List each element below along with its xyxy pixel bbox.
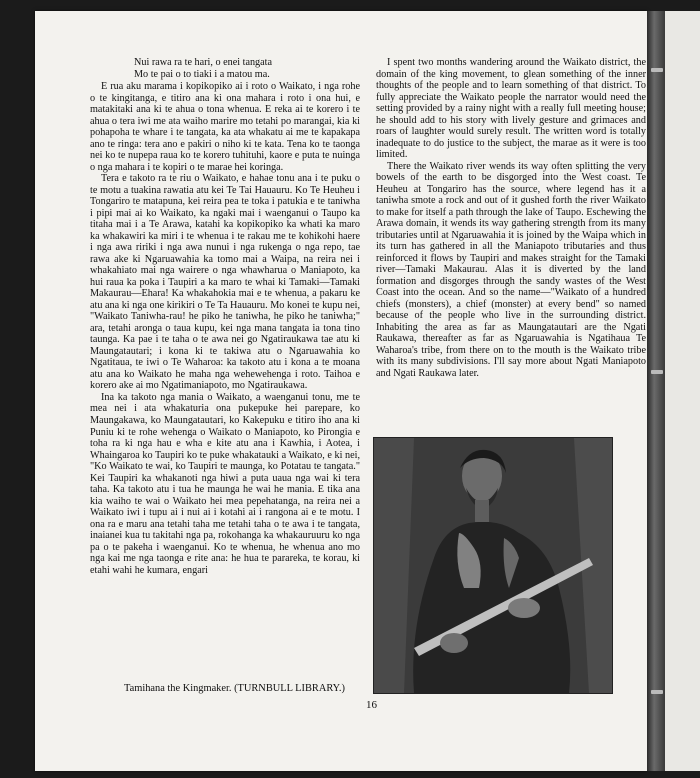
maori-text-column [90, 57, 360, 576]
verse [90, 57, 360, 80]
staple-bottom [651, 690, 663, 694]
staple-top [651, 68, 663, 72]
maori-paragraph: E rua aku marama i kopikopiko ai i roto o Waikato, i nga rohe o te kingitanga, e titiro ana ki ona mahara i roto i ona hui, e matakitaki ana ki te ahua o tona whenua. E reka ai te korero i te ahua o tera iwi me ata waiho marire mo tetahi po marangai, kia ki pohapoha te whare i te tangata, ka ata whakatu ai me te kapakapa ano te ringa: tera ano e pakiri o niho ki te kata. Tena ko te taonga nei ko te nupepa raua ko te korero tuhituhi, kaore e puta te nuinga o nga mahara i te kopiri o te marae hei koringa. [90, 81, 360, 173]
english-paragraph: There the Waikato river wends its way often splitting the very bowels of the earth to be disgorged into the West coast. Te Heuheu at Tongariro has the source, where legend has it a taniwha smote a rock and out of it gushed forth the river Waikato to make for itself a path through the lake of Taupo. Eschewing the Arawa domain, it wends its way gathering strength from its many tributaries until at Ngaruawahia it is joined by the Waipa which in its turn has gathered in all the Maniapoto tributaries and thus reinforced it flows by Taupiri and makes straight for the Tamaki river—Tamaki Makaurau. Alas it is diverted by the land formation and disgorges through the sandy wastes of the West Coast into the ocean. And so the name—"Waikato of a hundred chiefs (monsters), a chief (monster) at every bend" so named because of the people who live in the surrounding district. Inhabiting the area as far as Maungatautari are the Ngati Raukawa, thereafter as far as Ngaruawahia is Ngatihaua Te Waharoa's tribe, from there on to the mouth is the Waikato tribe with its many subdivisions. I'll say more about Ngati Maniapoto and Ngati Raukawa later. [376, 160, 646, 379]
staple-middle [651, 370, 663, 374]
maori-paragraph: Tera e takoto ra te riu o Waikato, e hahae tonu ana i te puku o te motu a tuakina rawatia atu kei Te Tai Hauauru. Ko Te Heuheu i Tongariro te matapuna, kei reira pea te toka i patukia e te taniwha i pipi mai ai ko Waikato, ka ngaki mai i waenganui o Taupo ka titaha mai i a Te Arawa, katahi ka kopikopiko ka whati ka maro ka whakawiri ka miri i te whenua i te rakau me te kohikohi haere i nga awa ririki i nga awa nunui i nga rukenga o nga repo, tae rawa ake ki Ngaruawahia ka tomo mai a Waipa, na reira nei i whakahiato mai nga wairere o nga whawharua o Maniapoto, ka hui raua ka poka i Taupiri a ka maro te whai ki Tamaki—Tamaki Makaurau—Ehara! Ka whakahokia mai e te whenua, a pakaru ke atu ana ki nga one kirikiri o Te Ta Hauauru. Mo konei te kupu nei, "Waikato Taniwha-rau! he piko he taniwha, he piko he taniwha;" ara, tetahi aronga o taua kupu, kei nga mana tangata ia tona tino taunga. Ka pae i te taha o te awa nei go Ngatiraukawa tae atu ki Maungatautari; i kona ki te takiwa atu o Ngaruawahia ko Ngatitaua, te iwi o Te Waharoa: ka takoto atu i kona a te moana atu ana ko Waikato he maha nga wehewehenga i roto. Taihoa e korero ake ai mo Ngatimaniapoto, mo Ngatiraukawa. [90, 173, 360, 392]
figure-caption: Tamihana the Kingmaker. (TURNBULL LIBRARY.) [124, 683, 345, 694]
binding-gutter [647, 11, 665, 771]
verse-line: Mo te pai o to tiaki i a matou ma. [134, 68, 270, 80]
maori-paragraph: Ina ka takoto nga mania o Waikato, a waenganui tonu, me te mea nei i ata whakaturia ona pukepuke hei parepare, ko Maungakawa, ko Maungatautari, ko Kakepuku e titiro iho ana ki Puniu ki te rohe wehenga o Waikato o Maniapoto, ko Pirongia e toha ra ki nga hau e wha e kite atu ana i Kawhia, i Aotea, i Whaingaroa ko Taupiri ko te puke whakatauki a Waikato, e ki nei, "Ko Waikato te wai, ko Taupiri te maunga, ko Potatau te tangata." Kei Taupiri ka whakanoti nga hiwi a puta uaua nga wai ki tera taha. Ka takoto atu i tua he maunga he wai he mania. E tika ana kia waiho te wai o Waikato hei mea pepehatanga, na reira nei a Waikato iwi i tupu ai i nui ai i kotahi ai i rangona ai e te motu. I ona ra e maru ana tetahi taha me tetahi taha o te awa i te tangata, inaianei kua tu takitahi nga pa, rokohanga ka whakauruuru ko nga pa o te pakeha i waenganui. Ko te whenua, he whenua ano mo nga kai me nga taonga e rite ana: he hua te parareka, te korau, ki etahi wahi he kumara, engari [90, 391, 360, 576]
portrait-photo [373, 437, 613, 694]
page-number: 16 [366, 699, 377, 711]
english-text-column [376, 57, 646, 379]
adjacent-page-edge [665, 11, 700, 771]
verse-line: Nui rawa ra te hari, o enei tangata [134, 57, 273, 68]
english-paragraph: I spent two months wandering around the Waikato district, the domain of the king movement, to glean something of the inner thoughts of the people and to learn something of that district. To fully appreciate the Waikato people the narrator would need the setting provided by a rainy night with a really full meeting house; he should add to his story with lively gesture and grimaces and roars of laughter would surely result. The written word is totally inadequate to do justice to the subject, the marae as it were is too limited. [376, 57, 646, 161]
